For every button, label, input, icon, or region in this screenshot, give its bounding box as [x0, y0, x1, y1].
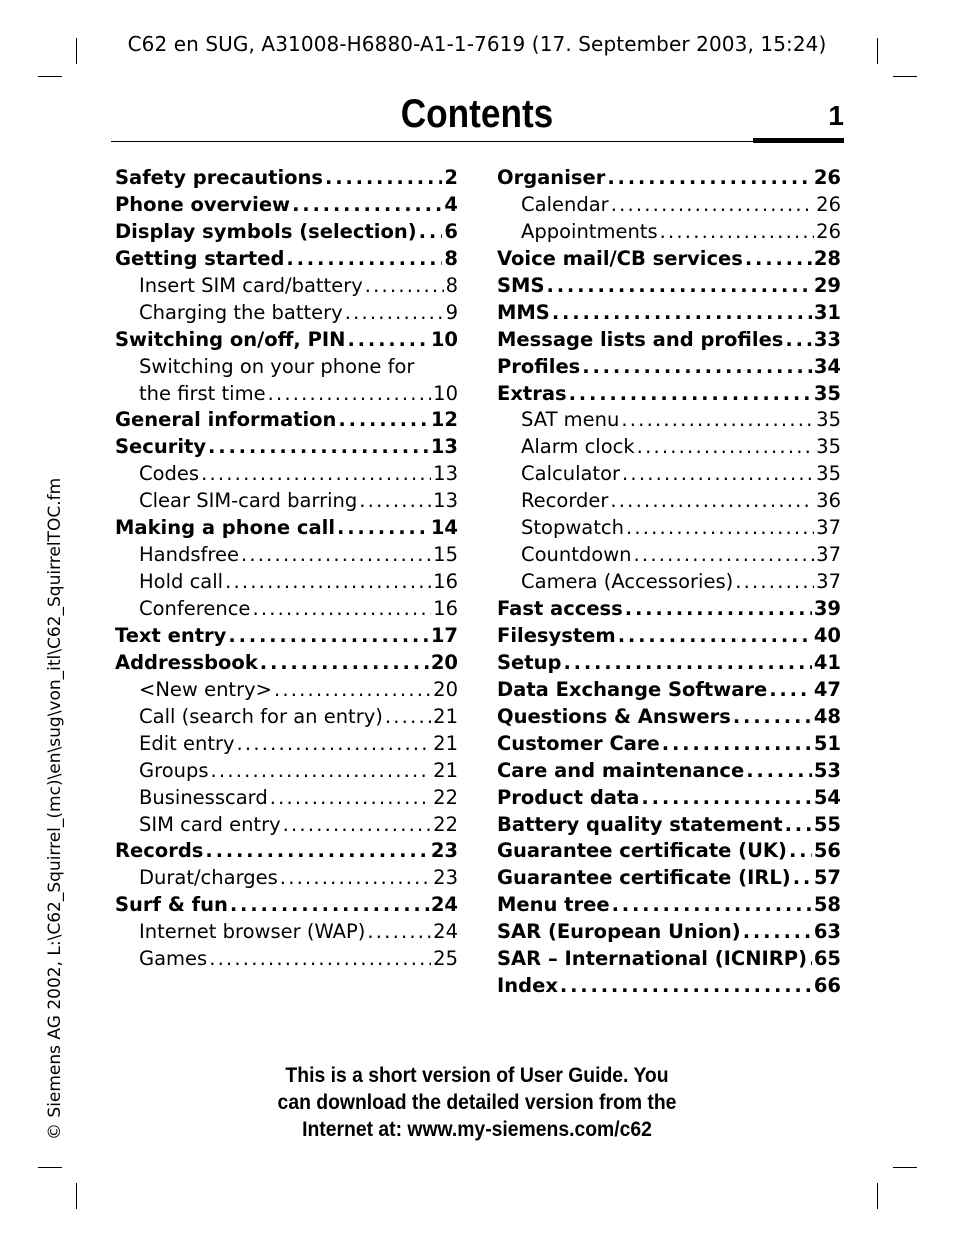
toc-leader-dots: [228, 623, 428, 650]
toc-entry-title: Internet browser (WAP): [139, 920, 366, 944]
page-title: Contents: [400, 92, 554, 136]
toc-entry-page: 65: [813, 947, 841, 971]
toc-leader-dots: [621, 407, 814, 434]
toc-entry[interactable]: [497, 892, 841, 919]
toc-entry[interactable]: [115, 407, 458, 434]
toc-entry-title: Display symbols (selection): [115, 219, 417, 243]
toc-entry-title: Care and maintenance: [497, 758, 745, 782]
toc-entry-page: 63: [813, 920, 841, 944]
toc-entry-title: Questions & Answers: [497, 704, 731, 728]
toc-entry-title: Guarantee certificate (UK): [497, 839, 787, 863]
toc-entry[interactable]: [497, 919, 841, 946]
toc-entry-title: Product data: [497, 785, 640, 809]
toc-entry[interactable]: [497, 812, 841, 839]
toc-leader-dots: [347, 327, 428, 354]
page-number: 1: [828, 100, 844, 131]
toc-leader-dots: [662, 731, 812, 758]
toc-entry-page: 20: [433, 677, 458, 701]
toc-entry-title: Call (search for an entry): [139, 704, 383, 728]
toc-leader-dots: [211, 758, 432, 785]
toc-entry[interactable]: [497, 623, 841, 650]
toc-entry-title: SMS: [497, 273, 545, 297]
toc-entry-page: 23: [430, 839, 458, 863]
toc-entry-page: 39: [813, 597, 841, 620]
toc-entry[interactable]: [497, 273, 841, 300]
toc-entry-title: Calendar: [521, 192, 609, 216]
toc-entry-title: Battery quality statement: [497, 812, 783, 836]
toc-entry-title: SIM card entry: [139, 812, 281, 836]
toc-entry-page: 22: [433, 812, 458, 836]
crop-mark: [76, 1183, 77, 1209]
toc-entry[interactable]: [497, 838, 841, 865]
toc-leader-dots: [582, 354, 812, 381]
toc-entry-title: Recorder: [521, 489, 609, 513]
toc-entry[interactable]: [497, 677, 841, 704]
toc-entry[interactable]: [115, 865, 458, 892]
toc-entry-title: Alarm clock: [521, 435, 635, 459]
toc-leader-dots: [607, 165, 812, 192]
toc-entry-page: 54: [813, 785, 841, 809]
toc-entry-page: 41: [813, 650, 841, 674]
toc-entry[interactable]: [115, 919, 458, 946]
toc-entry[interactable]: [115, 327, 458, 354]
toc-entry[interactable]: [497, 542, 841, 569]
toc-entry-page: 21: [433, 704, 458, 728]
toc-entry-title: Organiser: [497, 166, 606, 189]
toc-entry-page: 13: [433, 462, 458, 486]
toc-entry-page: 24: [433, 920, 458, 944]
toc-entry[interactable]: [497, 946, 841, 973]
toc-entry-title: SAT menu: [521, 408, 620, 432]
toc-entry-page: 23: [433, 866, 458, 890]
toc-entry-title: Camera (Accessories): [521, 570, 734, 594]
toc-entry-title: Setup: [497, 650, 562, 674]
toc-entry-page: 57: [813, 866, 841, 890]
toc-entry[interactable]: [497, 515, 841, 542]
toc-entry[interactable]: [497, 569, 841, 596]
toc-entry-page: 40: [813, 623, 841, 647]
toc-leader-dots: [286, 246, 442, 273]
toc-leader-dots: [345, 300, 444, 327]
toc-leader-dots: [241, 542, 431, 569]
toc-entry-title: Profiles: [497, 354, 581, 378]
toc-leader-dots: [809, 946, 812, 973]
toc-entry-page: 8: [444, 246, 458, 270]
toc-leader-dots: [789, 838, 812, 865]
toc-leader-dots: [637, 434, 815, 461]
toc-entry[interactable]: [115, 165, 458, 192]
toc-entry-title: Charging the battery: [139, 300, 343, 324]
toc-entry-page: 51: [813, 731, 841, 755]
toc-left-column: [115, 165, 458, 973]
toc-entry[interactable]: [115, 838, 458, 865]
toc-leader-dots: [660, 219, 815, 246]
toc-entry-title: Groups: [139, 758, 209, 782]
toc-entry-page: 13: [430, 435, 458, 459]
toc-entry[interactable]: [115, 623, 458, 650]
toc-entry[interactable]: [497, 327, 841, 354]
footer-note-line: can download the detailed version from the: [277, 1090, 677, 1114]
toc-entry-page: 37: [816, 570, 841, 594]
toc-entry[interactable]: [497, 596, 841, 623]
toc-entry-page: 35: [816, 462, 841, 486]
toc-leader-dots: [560, 973, 812, 1000]
toc-entry-page: 35: [816, 408, 841, 432]
toc-leader-dots: [733, 704, 812, 731]
toc-entry-page: 58: [813, 893, 841, 917]
toc-entry-page: 26: [816, 219, 841, 243]
crop-mark: [893, 76, 917, 77]
toc-entry-page: 14: [430, 516, 458, 540]
toc-entry-title: Getting started: [115, 246, 285, 270]
toc-entry[interactable]: [497, 461, 841, 488]
toc-leader-dots: [563, 650, 811, 677]
toc-entry-page: 35: [813, 381, 841, 405]
toc-entry-page: 21: [433, 731, 458, 755]
toc-entry-title: Surf & fun: [115, 893, 228, 917]
toc-leader-dots: [547, 273, 812, 300]
toc-entry[interactable]: [497, 758, 841, 785]
toc-leader-dots: [552, 300, 812, 327]
title-rule: [111, 141, 754, 142]
toc-entry-page: 16: [433, 597, 458, 620]
toc-entry-title: Filesystem: [497, 623, 616, 647]
toc-entry-title: Calculator: [521, 462, 621, 486]
toc-entry[interactable]: [497, 246, 841, 273]
footer-note-line: This is a short version of User Guide. You: [285, 1063, 669, 1087]
toc-entry-title: Index: [497, 974, 558, 998]
title-rule-accent: [753, 138, 844, 143]
toc-entry[interactable]: [115, 354, 458, 381]
toc-entry[interactable]: [115, 300, 458, 327]
toc-entry[interactable]: [115, 569, 458, 596]
footer-note: [48, 1062, 907, 1143]
toc-entry[interactable]: [115, 434, 458, 461]
toc-leader-dots: [419, 219, 443, 246]
toc-leader-dots: [225, 569, 431, 596]
toc-entry-page: 26: [816, 192, 841, 216]
toc-entry[interactable]: [115, 515, 458, 542]
toc-leader-dots: [618, 623, 812, 650]
toc-entry[interactable]: [497, 381, 841, 408]
toc-leader-dots: [337, 515, 429, 542]
toc-entry-page: 66: [813, 974, 841, 998]
toc-entry-title: Guarantee certificate (IRL): [497, 866, 791, 890]
toc-entry-page: 16: [433, 570, 458, 594]
toc-entry[interactable]: [497, 731, 841, 758]
toc-entry[interactable]: [115, 273, 458, 300]
toc-entry-title: Codes: [139, 462, 200, 486]
toc-entry[interactable]: [115, 461, 458, 488]
toc-entry-title: Clear SIM-card barring: [139, 489, 358, 513]
toc-leader-dots: [569, 381, 812, 408]
toc-entry-title: Businesscard: [139, 785, 268, 809]
toc-entry-title: Voice mail/CB services: [497, 246, 743, 270]
toc-leader-dots: [283, 812, 432, 839]
toc-leader-dots: [338, 407, 428, 434]
toc-leader-dots: [625, 596, 812, 623]
toc-entry[interactable]: [497, 650, 841, 677]
toc-entry[interactable]: [497, 219, 841, 246]
document-header: C62 en SUG, A31008-H6880-A1-1-7619 (17. September 2003, 15:24): [127, 32, 827, 56]
toc-entry[interactable]: [497, 434, 841, 461]
toc-entry-page: 8: [445, 273, 458, 297]
toc-entry-title: Security: [115, 435, 207, 459]
toc-leader-dots: [260, 650, 429, 677]
toc-entry-title: Customer Care: [497, 731, 660, 755]
toc-entry-page: 31: [813, 300, 841, 324]
toc-leader-dots: [325, 165, 442, 192]
toc-leader-dots: [367, 919, 431, 946]
toc-entry-page: 6: [444, 219, 458, 243]
toc-leader-dots: [610, 488, 814, 515]
toc-entry-title: Hold call: [139, 570, 224, 594]
toc-entry-title: Switching on/off, PIN: [115, 327, 346, 351]
toc-entry-title: Safety precautions: [115, 166, 324, 189]
crop-mark: [38, 76, 62, 77]
toc-leader-dots: [611, 192, 814, 219]
toc-entry-page: 29: [813, 273, 841, 297]
toc-entry-title: Appointments: [521, 219, 658, 243]
toc-entry-page: 20: [430, 650, 458, 674]
toc-entry-title: General information: [115, 408, 337, 432]
toc-leader-dots: [612, 892, 812, 919]
footer-note-line: Internet at: www.my-siemens.com/c62: [302, 1117, 652, 1141]
toc-entry[interactable]: [115, 381, 458, 408]
toc-entry-page: 2: [444, 166, 458, 189]
toc-entry-title: Countdown: [521, 543, 632, 567]
toc-leader-dots: [745, 246, 812, 273]
toc-leader-dots: [735, 569, 814, 596]
toc-entry-page: 25: [433, 947, 458, 971]
toc-entry-title: Insert SIM card/battery: [139, 273, 363, 297]
toc-leader-dots: [641, 785, 811, 812]
toc-entry-title: Handsfree: [139, 543, 239, 567]
toc-entry-page: 24: [430, 893, 458, 917]
toc-entry[interactable]: [115, 246, 458, 273]
toc-leader-dots: [785, 812, 812, 839]
toc-leader-dots: [208, 434, 429, 461]
toc-entry[interactable]: [115, 812, 458, 839]
toc-entry-page: 37: [816, 543, 841, 567]
toc-leader-dots: [270, 785, 431, 812]
toc-entry[interactable]: [115, 219, 458, 246]
toc-entry-page: 15: [433, 543, 458, 567]
toc-entry[interactable]: [115, 731, 458, 758]
toc-entry[interactable]: [497, 704, 841, 731]
toc-entry-title: Phone overview: [115, 192, 291, 216]
toc-entry-page: 13: [433, 489, 458, 513]
toc-entry-page: 12: [430, 408, 458, 432]
crop-mark: [877, 1183, 878, 1209]
toc-leader-dots: [622, 461, 814, 488]
toc-entry-page: 55: [813, 812, 841, 836]
toc-entry[interactable]: [497, 354, 841, 381]
toc-entry-title: Message lists and profiles: [497, 327, 784, 351]
toc-entry[interactable]: [115, 488, 458, 515]
toc-leader-dots: [205, 838, 428, 865]
toc-leader-dots: [746, 758, 812, 785]
toc-leader-dots: [280, 865, 431, 892]
toc-entry-title: Durat/charges: [139, 866, 278, 890]
toc-entry-page: 21: [433, 758, 458, 782]
toc-entry-page: 9: [445, 300, 458, 324]
toc-entry-page: 4: [444, 192, 458, 216]
toc-entry[interactable]: [115, 192, 458, 219]
toc-entry-page: 35: [816, 435, 841, 459]
toc-leader-dots: [385, 704, 431, 731]
toc-entry-title: Text entry: [115, 623, 227, 647]
toc-leader-dots: [209, 946, 431, 973]
toc-entry[interactable]: [497, 300, 841, 327]
toc-leader-dots: [626, 515, 814, 542]
toc-entry-title: Addressbook: [115, 650, 258, 674]
toc-entry[interactable]: [115, 704, 458, 731]
toc-entry-page: 48: [813, 704, 841, 728]
toc-entry-page: 22: [433, 785, 458, 809]
toc-entry-page: 17: [430, 623, 458, 647]
toc-entry-title: Fast access: [497, 597, 623, 620]
toc-entry-page: 33: [813, 327, 841, 351]
toc-leader-dots: [743, 919, 812, 946]
toc-leader-dots: [785, 327, 811, 354]
toc-entry[interactable]: [497, 407, 841, 434]
toc-entry-title: Games: [139, 947, 208, 971]
toc-entry-page: 26: [813, 166, 841, 189]
toc-leader-dots: [634, 542, 815, 569]
toc-leader-dots: [274, 677, 431, 704]
toc-entry-title: Data Exchange Software: [497, 677, 768, 701]
toc-entry-title: Conference: [139, 597, 251, 620]
toc-entry-title: SAR (European Union): [497, 920, 741, 944]
crop-mark: [893, 1167, 917, 1168]
toc-entry[interactable]: [497, 165, 841, 192]
toc-entry-page: 34: [813, 354, 841, 378]
toc-entry[interactable]: [115, 677, 458, 704]
toc-entry[interactable]: [497, 192, 841, 219]
toc-right-column: [497, 165, 841, 1000]
toc-leader-dots: [769, 677, 812, 704]
toc-entry-page: 10: [433, 381, 458, 405]
toc-entry-title: Extras: [497, 381, 567, 405]
toc-entry[interactable]: [497, 865, 841, 892]
toc-leader-dots: [359, 488, 431, 515]
toc-entry[interactable]: [115, 946, 458, 973]
toc-leader-dots: [793, 865, 812, 892]
toc-entry-page: 37: [816, 516, 841, 540]
toc-leader-dots: [268, 381, 432, 408]
toc-entry[interactable]: [115, 785, 458, 812]
toc-entry[interactable]: [115, 542, 458, 569]
toc-entry-title: Switching on your phone for: [139, 354, 415, 378]
toc-entry-title: SAR – International (ICNIRP): [497, 947, 808, 971]
toc-entry-title: the first time: [139, 381, 266, 405]
toc-entry-page: 53: [813, 758, 841, 782]
toc-entry-title: Stopwatch: [521, 516, 624, 540]
toc-leader-dots: [252, 596, 431, 623]
toc-leader-dots: [201, 461, 431, 488]
toc-entry[interactable]: [115, 596, 458, 623]
toc-entry-page: 36: [816, 489, 841, 513]
toc-entry[interactable]: [115, 650, 458, 677]
toc-leader-dots: [292, 192, 442, 219]
toc-leader-dots: [237, 731, 432, 758]
toc-entry-title: Making a phone call: [115, 516, 336, 540]
toc-entry[interactable]: [115, 892, 458, 919]
toc-entry-title: Edit entry: [139, 731, 235, 755]
toc-entry[interactable]: [497, 488, 841, 515]
toc-entry-title: MMS: [497, 300, 550, 324]
toc-entry-title: <New entry>: [139, 677, 272, 701]
toc-entry-page: 47: [813, 677, 841, 701]
toc-entry-page: 10: [430, 327, 458, 351]
toc-entry-page: 28: [813, 246, 841, 270]
toc-leader-dots: [365, 273, 444, 300]
crop-mark: [38, 1167, 62, 1168]
toc-entry[interactable]: [497, 785, 841, 812]
toc-entry-title: Menu tree: [497, 893, 610, 917]
toc-entry-page: 56: [813, 839, 841, 863]
side-file-path: © Siemens AG 2002, L:\C62_Squirrel_(mc)\en\sug\von_itl\C62_SquirrelTOC.fm: [45, 477, 65, 1140]
toc-entry-title: Records: [115, 839, 204, 863]
toc-leader-dots: [230, 892, 429, 919]
toc-entry[interactable]: [115, 758, 458, 785]
toc-entry[interactable]: [497, 973, 841, 1000]
